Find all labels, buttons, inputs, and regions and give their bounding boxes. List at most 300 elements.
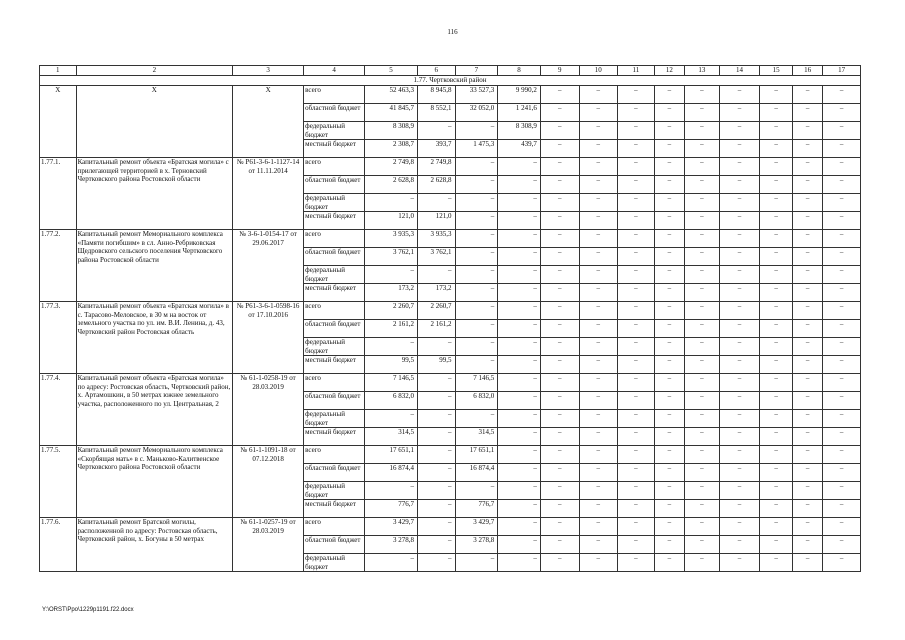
funding-source: федеральный бюджет — [304, 194, 365, 212]
amount-cell: – — [540, 338, 579, 356]
document-number: № 61-1-0257-19 от 28.03.2019 — [233, 518, 304, 572]
amount-cell: – — [654, 392, 684, 410]
funding-source: местный бюджет — [304, 428, 365, 446]
amount-cell: – — [455, 554, 498, 572]
amount-cell: – — [760, 122, 793, 140]
amount-cell: – — [719, 482, 760, 500]
amount-cell: – — [579, 194, 618, 212]
funding-source: федеральный бюджет — [304, 410, 365, 428]
column-number: 7 — [455, 66, 498, 76]
amount-cell: – — [417, 122, 455, 140]
amount-cell: – — [760, 338, 793, 356]
amount-cell: – — [654, 266, 684, 284]
amount-cell: – — [760, 248, 793, 266]
item-number: 1.77.1. — [40, 158, 77, 230]
footer-file-path: Y:\ORST\Ppo\1229p1191.f22.docx — [42, 607, 134, 613]
amount-cell: – — [365, 554, 418, 572]
funding-source: местный бюджет — [304, 212, 365, 230]
table-row — [40, 302, 861, 320]
amount-cell: – — [498, 266, 541, 284]
object-name: X — [76, 86, 232, 158]
amount-cell: 7 146,5 — [365, 374, 418, 392]
amount-cell: – — [540, 356, 579, 374]
amount-cell: – — [540, 230, 579, 248]
amount-cell: – — [823, 338, 861, 356]
object-name: Капитальный ремонт объекта «Братская могила» с прилегающей территорией в х. Терновский Чертковского района Ростовской области — [76, 158, 232, 230]
amount-cell: – — [685, 392, 720, 410]
amount-cell: – — [685, 464, 720, 482]
amount-cell: – — [760, 176, 793, 194]
amount-cell: – — [760, 140, 793, 158]
amount-cell: – — [792, 410, 822, 428]
amount-cell: – — [654, 338, 684, 356]
amount-cell: – — [579, 392, 618, 410]
amount-cell: – — [579, 338, 618, 356]
amount-cell: – — [654, 158, 684, 176]
amount-cell: – — [823, 410, 861, 428]
amount-cell: – — [579, 482, 618, 500]
amount-cell: – — [540, 482, 579, 500]
amount-cell: – — [498, 248, 541, 266]
amount-cell: – — [417, 536, 455, 554]
amount-cell: – — [792, 158, 822, 176]
amount-cell: – — [618, 158, 655, 176]
amount-cell: – — [654, 410, 684, 428]
amount-cell: – — [760, 284, 793, 302]
amount-cell: – — [792, 518, 822, 536]
amount-cell: – — [654, 104, 684, 122]
amount-cell: – — [618, 266, 655, 284]
amount-cell: – — [498, 410, 541, 428]
amount-cell: – — [792, 554, 822, 572]
amount-cell: – — [579, 410, 618, 428]
amount-cell: – — [540, 374, 579, 392]
amount-cell: – — [685, 428, 720, 446]
amount-cell: – — [365, 194, 418, 212]
funding-source: областной бюджет — [304, 176, 365, 194]
amount-cell: – — [760, 194, 793, 212]
amount-cell: – — [760, 86, 793, 104]
amount-cell: – — [823, 482, 861, 500]
amount-cell: – — [719, 554, 760, 572]
amount-cell: 7 146,5 — [455, 374, 498, 392]
amount-cell: – — [792, 176, 822, 194]
section-title: 1.77. Чертковский район — [40, 76, 861, 86]
page-number: 116 — [447, 28, 458, 36]
amount-cell: – — [685, 446, 720, 464]
amount-cell: – — [654, 464, 684, 482]
amount-cell: 3 935,3 — [365, 230, 418, 248]
amount-cell: – — [719, 302, 760, 320]
amount-cell: – — [685, 536, 720, 554]
amount-cell: – — [540, 320, 579, 338]
item-number: 1.77.2. — [40, 230, 77, 302]
column-number: 17 — [823, 66, 861, 76]
amount-cell: – — [685, 86, 720, 104]
amount-cell: – — [618, 500, 655, 518]
amount-cell: – — [579, 518, 618, 536]
amount-cell: – — [792, 122, 822, 140]
amount-cell: – — [823, 194, 861, 212]
column-number: 8 — [498, 66, 541, 76]
amount-cell: 121,0 — [417, 212, 455, 230]
amount-cell: – — [498, 194, 541, 212]
amount-cell: 2 628,8 — [365, 176, 418, 194]
amount-cell: – — [455, 230, 498, 248]
document-number: X — [233, 86, 304, 158]
amount-cell: – — [618, 464, 655, 482]
amount-cell: – — [719, 446, 760, 464]
amount-cell: – — [654, 122, 684, 140]
amount-cell: – — [579, 320, 618, 338]
amount-cell: 1 475,3 — [455, 140, 498, 158]
amount-cell: – — [654, 554, 684, 572]
amount-cell: – — [618, 356, 655, 374]
item-number: 1.77.4. — [40, 374, 77, 446]
amount-cell: – — [654, 248, 684, 266]
amount-cell: – — [823, 104, 861, 122]
amount-cell: – — [760, 230, 793, 248]
amount-cell: – — [654, 446, 684, 464]
amount-cell: – — [792, 482, 822, 500]
amount-cell: – — [618, 446, 655, 464]
amount-cell: – — [823, 518, 861, 536]
amount-cell: – — [792, 320, 822, 338]
amount-cell: – — [760, 158, 793, 176]
amount-cell: – — [540, 518, 579, 536]
amount-cell: – — [719, 392, 760, 410]
amount-cell: – — [792, 428, 822, 446]
amount-cell: – — [823, 554, 861, 572]
amount-cell: 173,2 — [365, 284, 418, 302]
amount-cell: – — [792, 302, 822, 320]
amount-cell: – — [579, 176, 618, 194]
amount-cell: 2 749,8 — [417, 158, 455, 176]
amount-cell: – — [823, 464, 861, 482]
amount-cell: – — [823, 500, 861, 518]
funding-source: всего — [304, 518, 365, 536]
amount-cell: – — [540, 212, 579, 230]
amount-cell: – — [760, 500, 793, 518]
amount-cell: – — [719, 122, 760, 140]
amount-cell: – — [618, 320, 655, 338]
amount-cell: – — [719, 356, 760, 374]
amount-cell: – — [654, 302, 684, 320]
amount-cell: – — [654, 230, 684, 248]
amount-cell: 2 308,7 — [365, 140, 418, 158]
amount-cell: 99,5 — [417, 356, 455, 374]
amount-cell: – — [618, 284, 655, 302]
amount-cell: – — [540, 122, 579, 140]
amount-cell: – — [579, 446, 618, 464]
amount-cell: – — [498, 212, 541, 230]
amount-cell: 393,7 — [417, 140, 455, 158]
funding-source: всего — [304, 158, 365, 176]
amount-cell: – — [719, 248, 760, 266]
amount-cell: – — [823, 356, 861, 374]
amount-cell: 121,0 — [365, 212, 418, 230]
amount-cell: – — [719, 140, 760, 158]
amount-cell: – — [618, 428, 655, 446]
amount-cell: – — [540, 158, 579, 176]
funding-source: федеральный бюджет — [304, 554, 365, 572]
amount-cell: – — [685, 248, 720, 266]
amount-cell: – — [618, 140, 655, 158]
amount-cell: – — [540, 266, 579, 284]
funding-source: местный бюджет — [304, 500, 365, 518]
amount-cell: – — [760, 554, 793, 572]
amount-cell: – — [365, 482, 418, 500]
amount-cell: – — [685, 410, 720, 428]
amount-cell: 2 628,8 — [417, 176, 455, 194]
amount-cell: – — [760, 518, 793, 536]
amount-cell: – — [719, 86, 760, 104]
amount-cell: – — [455, 482, 498, 500]
amount-cell: – — [540, 284, 579, 302]
funding-source: всего — [304, 302, 365, 320]
amount-cell: – — [417, 338, 455, 356]
amount-cell: – — [760, 536, 793, 554]
amount-cell: – — [498, 374, 541, 392]
amount-cell: – — [654, 536, 684, 554]
amount-cell: – — [719, 428, 760, 446]
amount-cell: – — [654, 374, 684, 392]
amount-cell: – — [719, 212, 760, 230]
amount-cell: – — [823, 158, 861, 176]
funding-source: всего — [304, 230, 365, 248]
amount-cell: – — [792, 374, 822, 392]
amount-cell: – — [823, 212, 861, 230]
amount-cell: – — [823, 266, 861, 284]
amount-cell: – — [719, 320, 760, 338]
item-number: 1.77.6. — [40, 518, 77, 572]
amount-cell: – — [618, 392, 655, 410]
amount-cell: – — [579, 428, 618, 446]
column-number: 6 — [417, 66, 455, 76]
column-number: 5 — [365, 66, 418, 76]
table-row — [40, 86, 861, 104]
amount-cell: – — [823, 140, 861, 158]
amount-cell: – — [760, 446, 793, 464]
amount-cell: – — [498, 428, 541, 446]
amount-cell: – — [498, 464, 541, 482]
funding-source: всего — [304, 374, 365, 392]
amount-cell: 2 260,7 — [365, 302, 418, 320]
amount-cell: 6 832,0 — [365, 392, 418, 410]
document-number: № 3-6-1-0154-17 от 29.06.2017 — [233, 230, 304, 302]
amount-cell: – — [654, 140, 684, 158]
amount-cell: – — [579, 104, 618, 122]
amount-cell: – — [760, 266, 793, 284]
amount-cell: – — [365, 338, 418, 356]
amount-cell: – — [685, 518, 720, 536]
amount-cell: 2 161,2 — [417, 320, 455, 338]
amount-cell: 3 429,7 — [455, 518, 498, 536]
document-number: № 61-1-1091-18 от 07.12.2018 — [233, 446, 304, 518]
amount-cell: – — [685, 230, 720, 248]
column-number-row — [40, 66, 861, 76]
amount-cell: – — [823, 122, 861, 140]
amount-cell: – — [618, 104, 655, 122]
amount-cell: – — [365, 266, 418, 284]
document-number: № Р61-3-6-1-0598-16 от 17.10.2016 — [233, 302, 304, 374]
amount-cell: – — [540, 392, 579, 410]
funding-source: местный бюджет — [304, 356, 365, 374]
amount-cell: – — [417, 266, 455, 284]
amount-cell: 52 463,3 — [365, 86, 418, 104]
amount-cell: – — [618, 212, 655, 230]
amount-cell: – — [719, 194, 760, 212]
amount-cell: – — [654, 176, 684, 194]
amount-cell: 776,7 — [455, 500, 498, 518]
amount-cell: – — [498, 392, 541, 410]
amount-cell: – — [540, 428, 579, 446]
amount-cell: – — [618, 86, 655, 104]
column-number: 13 — [685, 66, 720, 76]
amount-cell: 1 241,6 — [498, 104, 541, 122]
budget-table — [39, 65, 861, 572]
amount-cell: – — [685, 176, 720, 194]
object-name: Капитальный ремонт объекта «Братская могила» по адресу: Ростовская область, Чертковский район, х. Артамошкин, в 50 метрах южнее земельного участка, расположенного по ул. Центральная, 2 — [76, 374, 232, 446]
amount-cell: – — [618, 338, 655, 356]
amount-cell: – — [579, 356, 618, 374]
amount-cell: – — [498, 446, 541, 464]
funding-source: областной бюджет — [304, 464, 365, 482]
amount-cell: – — [719, 230, 760, 248]
column-number: 4 — [304, 66, 365, 76]
amount-cell: – — [760, 302, 793, 320]
amount-cell: 2 260,7 — [417, 302, 455, 320]
amount-cell: 2 749,8 — [365, 158, 418, 176]
amount-cell: – — [792, 230, 822, 248]
amount-cell: – — [654, 356, 684, 374]
amount-cell: – — [579, 266, 618, 284]
amount-cell: – — [365, 410, 418, 428]
amount-cell: – — [823, 428, 861, 446]
amount-cell: – — [498, 302, 541, 320]
amount-cell: – — [540, 140, 579, 158]
document-number: № Р61-3-6-1-1127-14 от 11.11.2014 — [233, 158, 304, 230]
amount-cell: – — [685, 158, 720, 176]
amount-cell: – — [823, 284, 861, 302]
amount-cell: – — [455, 122, 498, 140]
amount-cell: 2 161,2 — [365, 320, 418, 338]
amount-cell: – — [792, 536, 822, 554]
amount-cell: – — [579, 500, 618, 518]
funding-source: местный бюджет — [304, 140, 365, 158]
funding-source: областной бюджет — [304, 392, 365, 410]
amount-cell: – — [719, 374, 760, 392]
amount-cell: 314,5 — [455, 428, 498, 446]
amount-cell: – — [792, 500, 822, 518]
amount-cell: – — [498, 338, 541, 356]
amount-cell: – — [498, 518, 541, 536]
column-number: 15 — [760, 66, 793, 76]
amount-cell: – — [579, 302, 618, 320]
amount-cell: 314,5 — [365, 428, 418, 446]
amount-cell: – — [760, 464, 793, 482]
amount-cell: 3 762,1 — [365, 248, 418, 266]
amount-cell: 9 990,2 — [498, 86, 541, 104]
amount-cell: – — [417, 482, 455, 500]
amount-cell: – — [719, 410, 760, 428]
table-row — [40, 518, 861, 536]
amount-cell: – — [540, 248, 579, 266]
amount-cell: – — [540, 536, 579, 554]
amount-cell: – — [417, 194, 455, 212]
amount-cell: – — [719, 284, 760, 302]
amount-cell: – — [760, 392, 793, 410]
amount-cell: 16 874,4 — [365, 464, 418, 482]
amount-cell: – — [760, 482, 793, 500]
amount-cell: – — [498, 320, 541, 338]
column-number: 16 — [792, 66, 822, 76]
funding-source: федеральный бюджет — [304, 266, 365, 284]
funding-source: федеральный бюджет — [304, 338, 365, 356]
amount-cell: – — [417, 500, 455, 518]
amount-cell: – — [579, 536, 618, 554]
amount-cell: – — [455, 302, 498, 320]
amount-cell: – — [618, 374, 655, 392]
amount-cell: 32 052,0 — [455, 104, 498, 122]
object-name: Капитальный ремонт объекта «Братская могила» в с. Тарасово-Меловское, в 30 м на восток от земельного участка по ул. им. В.И. Ленина, д. 43, Чертковский район Ростовская область — [76, 302, 232, 374]
amount-cell: – — [760, 410, 793, 428]
amount-cell: – — [579, 212, 618, 230]
amount-cell: – — [719, 104, 760, 122]
amount-cell: – — [498, 158, 541, 176]
amount-cell: 17 651,1 — [365, 446, 418, 464]
amount-cell: – — [654, 482, 684, 500]
amount-cell: – — [719, 464, 760, 482]
amount-cell: – — [685, 122, 720, 140]
amount-cell: – — [540, 194, 579, 212]
amount-cell: – — [540, 464, 579, 482]
amount-cell: – — [618, 230, 655, 248]
document-number: № 61-1-0258-19 от 28.03.2019 — [233, 374, 304, 446]
amount-cell: – — [719, 518, 760, 536]
amount-cell: 8 308,9 — [365, 122, 418, 140]
amount-cell: – — [685, 356, 720, 374]
amount-cell: – — [760, 320, 793, 338]
amount-cell: – — [823, 446, 861, 464]
funding-source: местный бюджет — [304, 284, 365, 302]
amount-cell: – — [455, 356, 498, 374]
section-row — [40, 76, 861, 86]
object-name: Капитальный ремонт Мемориального комплекса «Скорбящая мать» в с. Маньково-Калитвенское Чертковского района Ростовской области — [76, 446, 232, 518]
funding-source: федеральный бюджет — [304, 122, 365, 140]
amount-cell: – — [823, 320, 861, 338]
amount-cell: – — [823, 86, 861, 104]
amount-cell: – — [654, 212, 684, 230]
amount-cell: 3 278,8 — [365, 536, 418, 554]
amount-cell: – — [823, 374, 861, 392]
amount-cell: – — [579, 284, 618, 302]
amount-cell: – — [792, 266, 822, 284]
amount-cell: – — [498, 230, 541, 248]
amount-cell: – — [498, 500, 541, 518]
amount-cell: – — [685, 320, 720, 338]
amount-cell: – — [823, 230, 861, 248]
amount-cell: – — [540, 410, 579, 428]
amount-cell: – — [618, 518, 655, 536]
amount-cell: – — [760, 104, 793, 122]
column-number: 9 — [540, 66, 579, 76]
amount-cell: 8 308,9 — [498, 122, 541, 140]
column-number: 12 — [654, 66, 684, 76]
item-number: 1.77.5. — [40, 446, 77, 518]
amount-cell: – — [579, 158, 618, 176]
amount-cell: – — [618, 482, 655, 500]
